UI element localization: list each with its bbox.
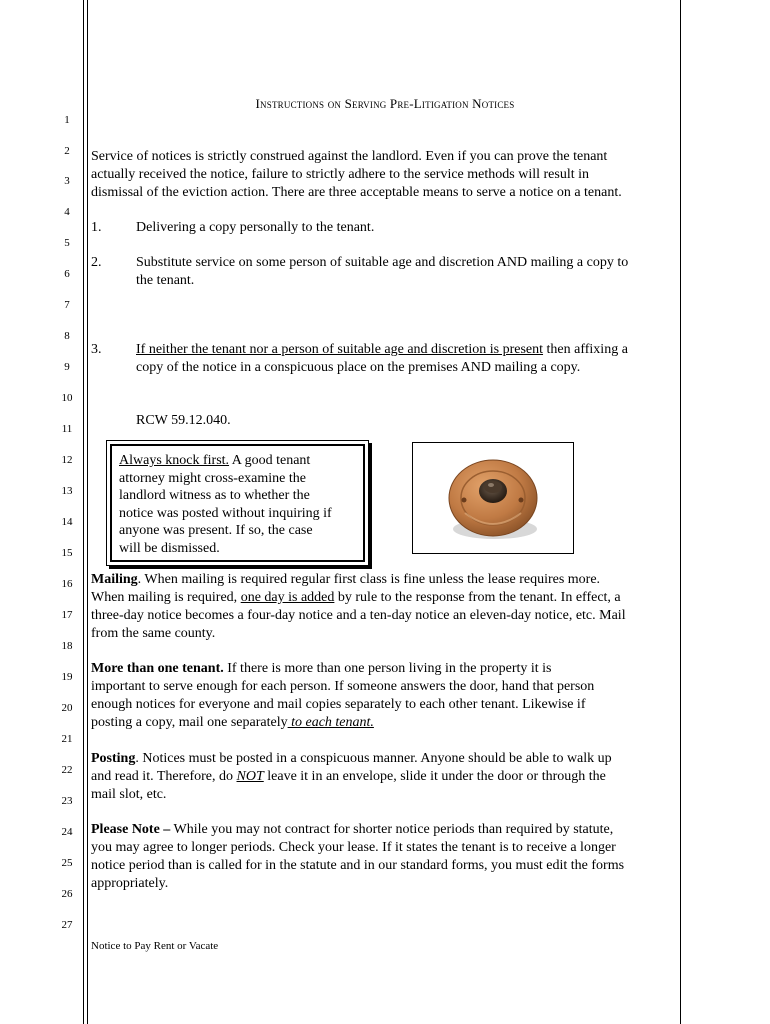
line-number: 16: [61, 578, 73, 590]
mailing-line-2: When mailing is required, one day is added by rule to the response from the tenant. In effect, a: [91, 590, 621, 605]
line-number: 25: [61, 857, 73, 869]
page-footer: Notice to Pay Rent or Vacate: [91, 940, 219, 952]
mailing-line-3: three-day notice becomes a four-day notice and a ten-day notice an eleven-day notice, etc. Mail: [91, 608, 626, 623]
line-number: 7: [64, 299, 70, 311]
statute-citation: RCW 59.12.040.: [136, 413, 231, 428]
line-number: 8: [64, 330, 70, 342]
line-number: 22: [61, 764, 73, 776]
line-number: 19: [61, 671, 73, 683]
posting-line-1: Posting. Notices must be posted in a conspicuous manner. Anyone should be able to walk up: [91, 751, 612, 766]
callout-line-2: attorney might cross-examine the: [119, 471, 306, 486]
mailing-heading: Mailing: [91, 572, 138, 587]
posting-line-2: and read it. Therefore, do NOT leave it in an envelope, slide it under the door or through the: [91, 769, 606, 784]
callout-lead: Always knock first.: [119, 453, 230, 468]
callout-line-6: will be dismissed.: [119, 541, 220, 556]
note-line-4: appropriately.: [91, 876, 169, 891]
intro-line-3: dismissal of the eviction action. There are three acceptable means to serve a notice on a tenant.: [91, 185, 622, 200]
doorbell-icon: [413, 443, 573, 553]
line-number: 20: [61, 702, 73, 714]
tenants-heading: More than one tenant.: [91, 661, 224, 676]
line-number: 26: [61, 888, 73, 900]
note-line-2: you may agree to longer periods. Check your lease. If it states the tenant is to receive a longer: [91, 840, 616, 855]
line-number: 27: [61, 919, 73, 931]
callout-line-3: landlord witness as to whether the: [119, 488, 310, 503]
line-number: 13: [61, 485, 73, 497]
tenants-line-4: posting a copy, mail one separately to each tenant.: [91, 715, 374, 730]
method-1-text: Delivering a copy personally to the tenant.: [136, 220, 375, 235]
method-3-condition: If neither the tenant nor a person of suitable age and discretion is present: [136, 342, 544, 357]
line-number: 15: [61, 547, 73, 559]
page-title: Instructions on Serving Pre-Litigation Notices: [255, 96, 515, 111]
callout-line-1: Always knock first. A good tenant: [119, 453, 311, 468]
line-number: 6: [64, 268, 70, 280]
doorbell-image: [412, 442, 574, 554]
method-1-number: 1.: [91, 220, 102, 235]
line-number: 11: [61, 423, 73, 435]
intro-line-2: actually received the notice, failure to strictly adhere to the service methods will result in: [91, 167, 589, 182]
method-3-text-line-1: If neither the tenant nor a person of suitable age and discretion is present then affixing a: [136, 342, 628, 357]
note-line-3: notice period than is called for in the statute and in our standard forms, you must edit the forms: [91, 858, 625, 873]
tenants-line-1: More than one tenant. If there is more than one person living in the property it is: [91, 661, 552, 676]
line-number: 1: [64, 114, 70, 126]
line-number: 5: [64, 237, 70, 249]
posting-line-3: mail slot, etc.: [91, 787, 167, 802]
line-number: 3: [64, 175, 70, 187]
line-number: 21: [61, 733, 73, 745]
mailing-line-4: from the same county.: [91, 626, 216, 641]
callout-line-5: anyone was present. If so, the case: [119, 523, 313, 538]
right-margin-rule: [680, 0, 681, 1024]
tenants-line-2: important to serve enough for each person. If someone answers the door, hand that person: [91, 679, 595, 694]
line-number: 4: [64, 206, 70, 218]
line-number: 14: [61, 516, 73, 528]
method-2-number: 2.: [91, 255, 102, 270]
line-number: 17: [61, 609, 73, 621]
line-number: 12: [61, 454, 73, 466]
intro-line-1: Service of notices is strictly construed against the landlord. Even if you can prove the tenant: [91, 149, 608, 164]
method-3-text-line-2: copy of the notice in a conspicuous place on the premises AND mailing a copy.: [136, 360, 581, 375]
line-number: 24: [61, 826, 73, 838]
tenants-line-3: enough notices for everyone and mail copies separately to each other tenant. Likewise if: [91, 697, 586, 712]
posting-heading: Posting: [91, 751, 136, 766]
line-number: 2: [64, 145, 70, 157]
method-2-text-line-1: Substitute service on some person of suitable age and discretion AND mailing a copy to: [136, 255, 629, 270]
method-3-number: 3.: [91, 342, 102, 357]
line-number: 18: [61, 640, 73, 652]
note-line-1: Please Note – While you may not contract for shorter notice periods than required by statute,: [91, 822, 614, 837]
method-2-text-line-2: the tenant.: [136, 273, 195, 288]
mailing-line-1: Mailing. When mailing is required regular first class is fine unless the lease requires more.: [91, 572, 601, 587]
line-number: 23: [61, 795, 73, 807]
note-heading: Please Note –: [91, 822, 171, 837]
callout-line-4: notice was posted without inquiring if: [119, 506, 332, 521]
line-number: 10: [61, 392, 73, 404]
line-number: 9: [64, 361, 70, 373]
left-margin-rule-inner: [87, 0, 88, 1024]
